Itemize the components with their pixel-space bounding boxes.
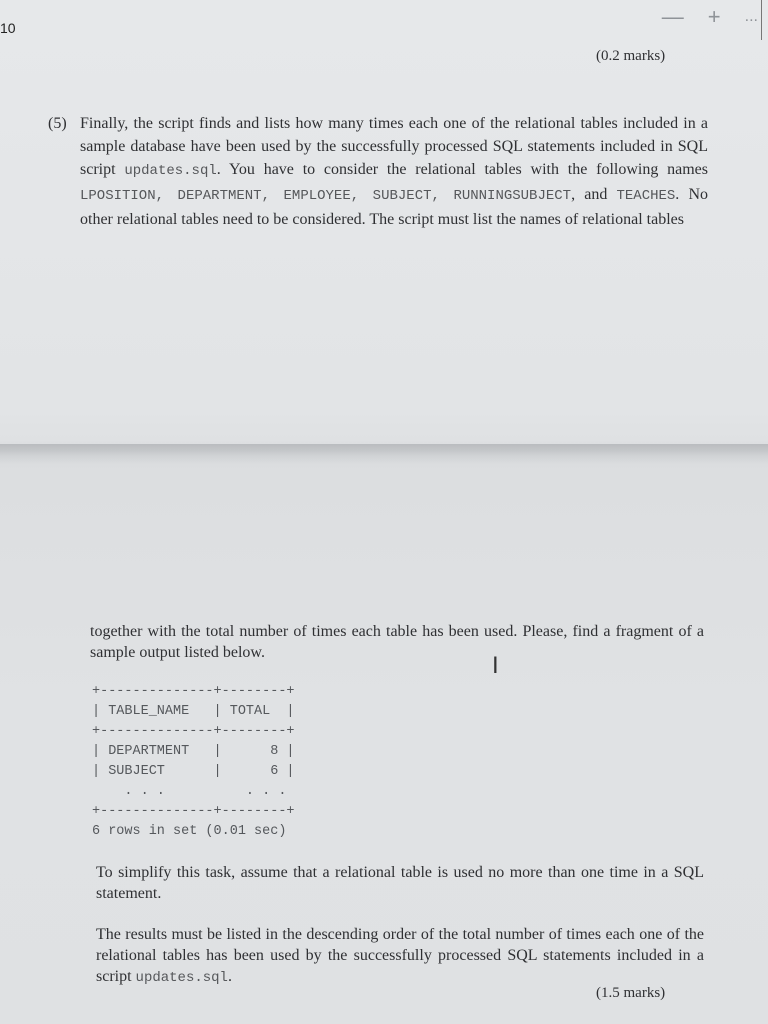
results-text: The results must be listed in the descending order of the total number of times each one of the relational tables has been used by the successfully processed SQL statements included in a script <box>96 926 704 985</box>
text-cursor-icon: I <box>492 652 499 679</box>
results-paragraph <box>96 924 704 989</box>
output-border-mid: +--------------+--------+ <box>92 724 295 739</box>
more-options-icon[interactable]: ... <box>744 8 758 25</box>
continuation-text: together with the total number of times each table has been used. Please, find a fragment of a sample output listed below. <box>90 623 704 661</box>
question-number: (5) <box>48 115 67 132</box>
question-body <box>80 112 708 231</box>
results-end: . <box>227 968 232 985</box>
question-5 <box>48 112 708 231</box>
question-text-2: . You have to consider the relational tables with the following names <box>216 161 709 178</box>
output-row: | SUBJECT | 6 | <box>92 764 295 779</box>
page-corner-number: 10 <box>0 20 16 36</box>
output-header: | TABLE_NAME | TOTAL | <box>92 704 295 719</box>
script-filename: updates.sql <box>124 163 217 179</box>
viewer-toolbar <box>662 4 758 30</box>
output-border-bottom: +--------------+--------+ <box>92 804 295 819</box>
marks-top: (0.2 marks) <box>596 48 666 64</box>
zoom-out-icon[interactable]: — <box>661 4 684 29</box>
screen-edge <box>761 0 762 40</box>
page-fold-shadow <box>0 444 768 464</box>
sample-output <box>92 682 295 842</box>
output-ellipsis: . . . . . . <box>92 784 287 799</box>
results-script-filename: updates.sql <box>135 970 228 986</box>
table-names: LPOSITION, DEPARTMENT, EMPLOYEE, SUBJECT, RUNNINGSUBJECT <box>80 188 572 204</box>
output-footer: 6 rows in set (0.01 sec) <box>92 824 287 839</box>
simplify-paragraph: To simplify this task, assume that a relational table is used no more than one time in a SQL statement. <box>96 864 704 902</box>
marks-bottom: (1.5 marks) <box>596 985 666 1001</box>
zoom-in-icon[interactable]: + <box>707 4 721 29</box>
table-name-last: TEACHES <box>616 188 676 204</box>
question-text-3: . No other relational tables need to be considered. The script must list the names of relational tables <box>80 186 708 228</box>
question-and: , and <box>571 186 617 203</box>
output-row: | DEPARTMENT | 8 | <box>92 744 295 759</box>
question-text-1: Finally, the script finds and lists how many times each one of the relational tables included in a sample database have been used by the successfully processed SQL statements included in SQL script <box>80 115 708 178</box>
output-border-top: +--------------+--------+ <box>92 684 295 699</box>
